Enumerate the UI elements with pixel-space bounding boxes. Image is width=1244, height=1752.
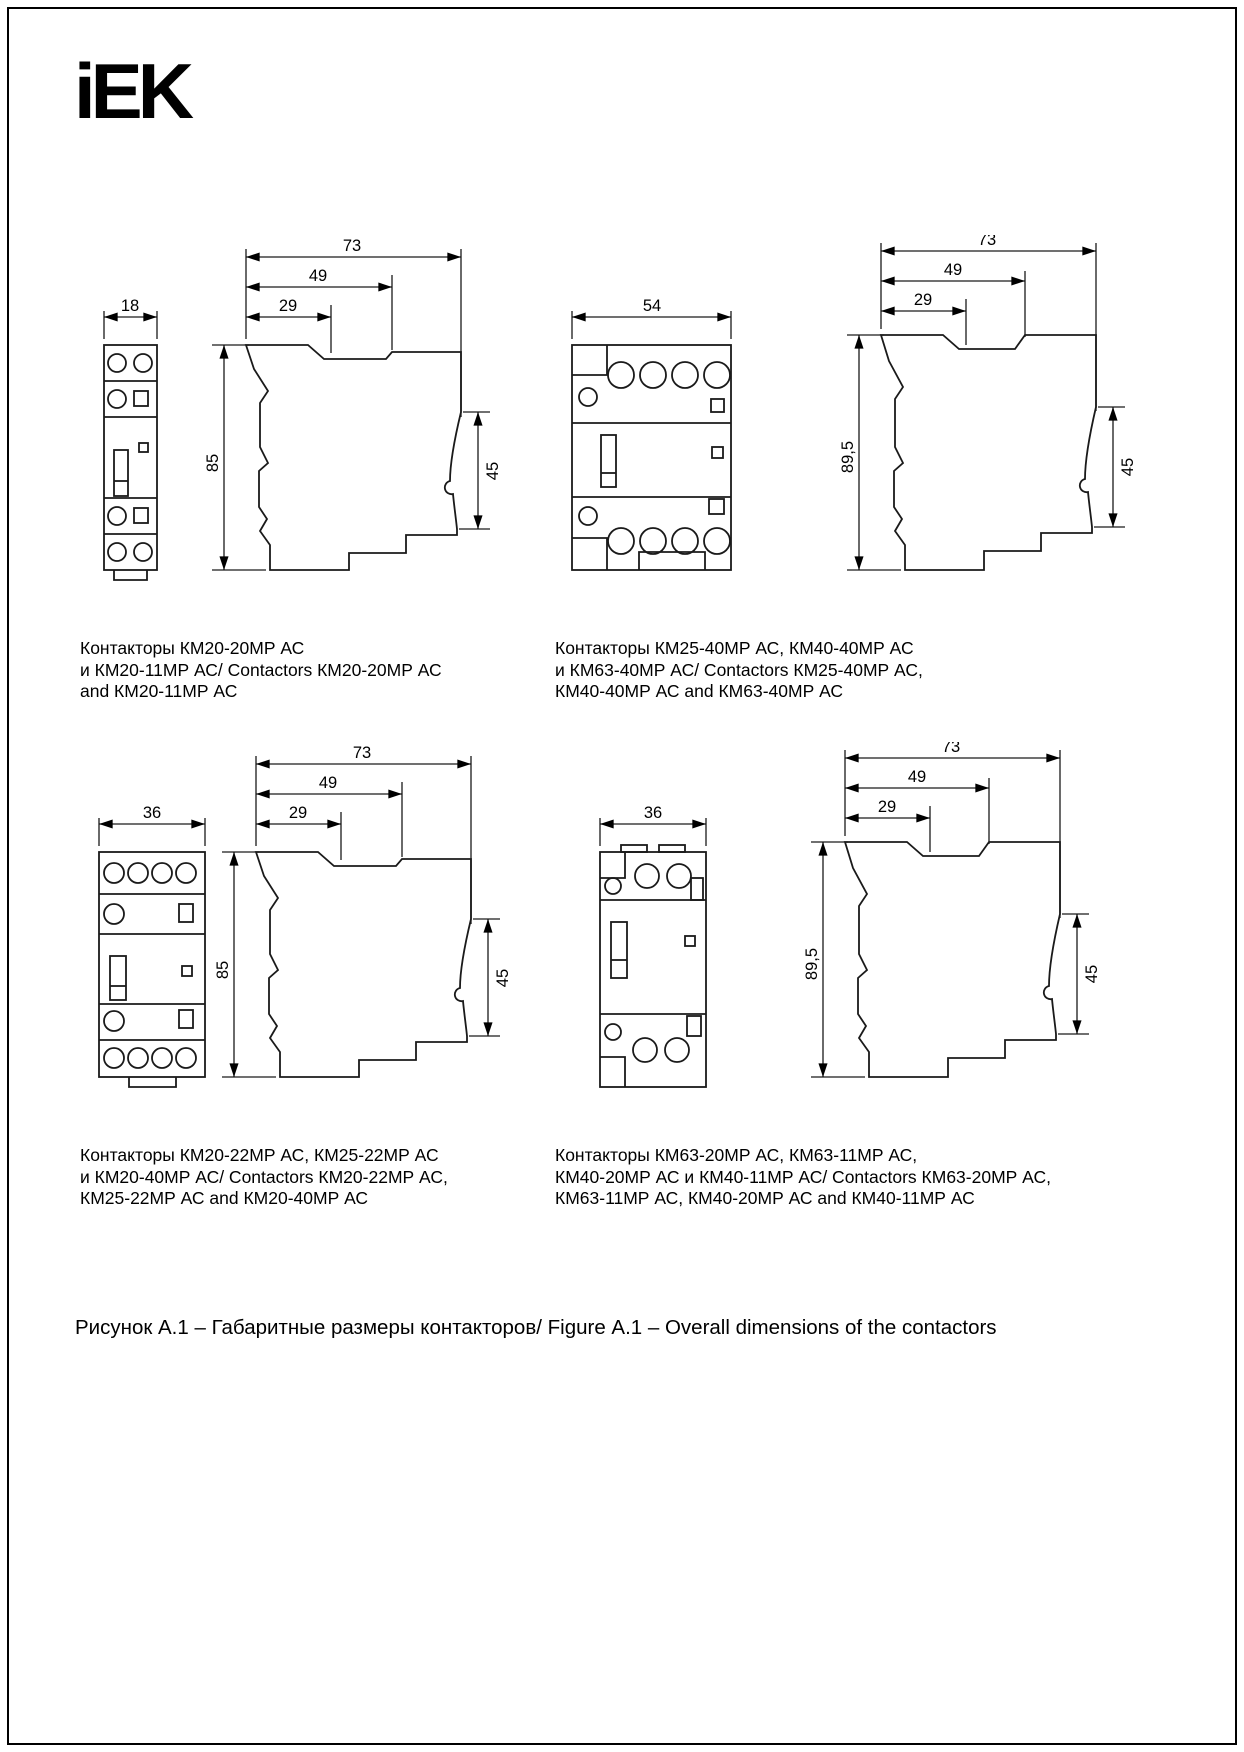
figure-group-km20-22 <box>70 742 540 1210</box>
front-terminals <box>579 362 730 554</box>
group-caption <box>545 638 1193 703</box>
caption-line: Контакторы КМ20-22МР АС, КМ25-22МР АС <box>80 1145 439 1165</box>
front-dimensions <box>572 297 731 339</box>
caption-line: и КМ20-40МР АС/ Contactors КМ20-22МР АС, <box>80 1166 448 1187</box>
side-outline <box>246 345 461 570</box>
caption-line: Контакторы КМ20-20МР АС <box>80 638 305 658</box>
caption-line: КМ40-40МР АС and КМ63-40МР АС <box>555 681 844 701</box>
dim-73-label: 73 <box>941 742 961 756</box>
side-outline <box>845 842 1060 1077</box>
caption-line: КМ40-20МР АС и КМ40-11МР АС/ Contactors КМ63-20МР АС, <box>555 1166 1051 1187</box>
front-width-label: 36 <box>643 804 663 822</box>
caption-line: Контакторы КМ25-40МР АС, КМ40-40МР АС <box>555 638 914 658</box>
dim-45-label: 45 <box>494 968 512 988</box>
side-dimensions <box>803 742 1101 1077</box>
front-view <box>572 297 731 570</box>
caption-line: КМ63-11МР АС, КМ40-20МР АС and КМ40-11МР АС <box>555 1188 975 1208</box>
dim-49-label: 49 <box>308 267 328 285</box>
dim-height-label: 85 <box>214 960 232 980</box>
group-caption <box>70 1145 540 1210</box>
figure-group-km63-20 <box>545 742 1193 1210</box>
side-view <box>803 742 1101 1077</box>
front-width-label: 54 <box>642 297 662 315</box>
drawing-km20-20 <box>70 235 540 607</box>
front-terminals <box>108 354 152 561</box>
figure-group-km20-20 <box>70 235 540 703</box>
caption-line: и КМ20-11МР АС/ Contactors КМ20-20МР АС <box>80 659 442 680</box>
iek-logo <box>74 46 224 136</box>
front-dimensions <box>600 804 706 846</box>
drawing-km25-40 <box>545 235 1193 607</box>
dim-45-label: 45 <box>1083 964 1101 984</box>
dim-29-label: 29 <box>288 804 308 822</box>
front-view <box>104 297 157 580</box>
dim-73-label: 73 <box>977 235 997 249</box>
dim-49-label: 49 <box>318 774 338 792</box>
front-outline <box>572 345 731 570</box>
dim-45-label: 45 <box>1119 457 1137 477</box>
caption-line: Контакторы КМ63-20МР АС, КМ63-11МР АС, <box>555 1145 918 1165</box>
side-view <box>214 744 512 1077</box>
dim-49-label: 49 <box>907 768 927 786</box>
dim-height-label: 89,5 <box>803 947 821 981</box>
caption-line: КМ25-22МР АС and КМ20-40МР АС <box>80 1188 369 1208</box>
group-caption <box>70 638 540 703</box>
dim-73-label: 73 <box>342 237 362 255</box>
group-caption <box>545 1145 1193 1210</box>
iek-logo-text: iEK <box>74 47 190 135</box>
drawing-km20-22 <box>70 742 540 1114</box>
caption-line: and КМ20-11МР АС <box>80 681 238 701</box>
dim-73-label: 73 <box>352 744 372 762</box>
side-view <box>839 235 1137 570</box>
front-outline <box>99 852 205 1087</box>
front-view <box>99 804 205 1087</box>
figure-group-km25-40 <box>545 235 1193 703</box>
side-outline <box>881 335 1096 570</box>
front-dimensions <box>104 297 157 339</box>
side-dimensions <box>204 237 502 570</box>
dim-height-label: 85 <box>204 453 222 473</box>
side-view <box>204 237 502 570</box>
figure-caption: Рисунок А.1 – Габаритные размеры контакторов/ Figure А.1 – Overall dimensions of the contactors <box>75 1316 997 1339</box>
front-terminals <box>605 864 703 1062</box>
front-view <box>600 804 706 1087</box>
front-width-label: 18 <box>120 297 140 315</box>
dim-49-label: 49 <box>943 261 963 279</box>
dim-29-label: 29 <box>877 798 897 816</box>
dim-29-label: 29 <box>278 297 298 315</box>
side-outline <box>256 852 471 1077</box>
side-dimensions <box>839 235 1137 570</box>
drawing-km63-20 <box>545 742 1193 1114</box>
caption-line: и КМ63-40МР АС/ Contactors КМ25-40МР АС, <box>555 659 923 680</box>
dim-45-label: 45 <box>484 461 502 481</box>
side-dimensions <box>214 744 512 1077</box>
dim-height-label: 89,5 <box>839 440 857 474</box>
front-width-label: 36 <box>142 804 162 822</box>
front-dimensions <box>99 804 205 846</box>
dim-29-label: 29 <box>913 291 933 309</box>
